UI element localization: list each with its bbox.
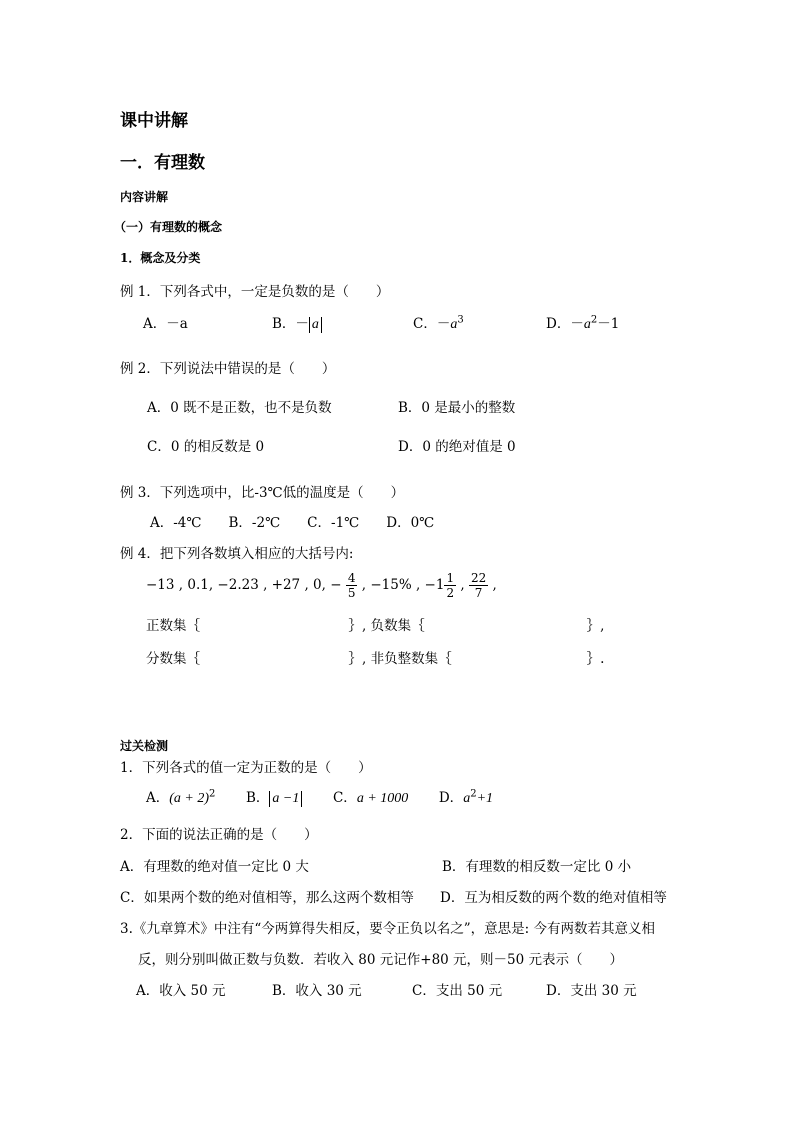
example-1-option-a: A．－a [143,316,188,332]
numbers-part-d: , [492,577,497,593]
quiz-1-option-a-expr: (a + 2) [169,791,210,806]
option-d-exponent: 2 [590,314,598,326]
example-2-option-d: D．0 的绝对值是 0 [398,439,516,455]
example-4-set-line-1: 正数集｛ ｝, 负数集｛ ｝, [146,618,605,634]
option-b-prefix: B．－ [272,316,309,332]
quiz-3-option-d: D．支出 30 元 [546,983,637,999]
subsection-heading: 内容讲解 [120,190,169,204]
example-3-options: A．-4℃ B．-2℃ C．-1℃ D．0℃ [150,515,435,531]
fraction-4-5-denominator: 5 [347,586,356,600]
page-title: 课中讲解 [120,111,188,131]
example-1-stem: 例 1．下列各式中，一定是负数的是（ ） [120,284,390,300]
abs-value-a: a [309,317,322,333]
quiz-1-option-d-prefix: D． [438,790,464,806]
quiz-1-option-b-abs: a −1 [269,791,302,807]
option-c-base: a [450,317,458,332]
numbers-part-c: , [460,577,465,593]
example-3-stem: 例 3．下列选项中，比-3℃低的温度是（ ） [120,485,405,501]
example-2-stem: 例 2．下列说法中错误的是（ ） [120,361,336,377]
quiz-1-option-d-suffix: +1 [476,791,494,806]
example-1-option-c [413,312,464,333]
quiz-1-option-a-prefix: A． [146,790,170,806]
option-c-prefix: C．－ [413,316,451,332]
quiz-2-option-d: D．互为相反数的两个数的绝对值相等 [440,890,667,906]
point-heading: 1．概念及分类 [120,251,201,265]
numbers-part-a: −13 , 0.1, −2.23 , +27 , 0, − [146,577,342,593]
example-4-set-line-2: 分数集｛ ｝, 非负整数集｛ ｝. [146,651,605,667]
quiz-3-option-c: C．支出 50 元 [412,983,503,999]
numbers-part-b: , −15% , −1 [361,577,445,593]
quiz-3-line-2: 反，则分别叫做正数与负数．若收入 80 元记作+80 元，则－50 元表示（ ） [138,952,624,968]
quiz-2-option-c: C．如果两个数的绝对值相等，那么这两个数相等 [120,890,414,906]
fraction-22-7-denominator: 7 [474,586,483,600]
quiz-heading: 过关检测 [120,739,169,753]
quiz-1-option-c-expr: a + 1000 [356,791,409,806]
quiz-1-options [146,786,493,807]
quiz-2-stem: 2．下面的说法正确的是（ ） [120,827,318,843]
fraction-4-5-numerator: 4 [347,571,356,585]
example-2-option-c: C．0 的相反数是 0 [147,439,265,455]
option-d-suffix: －1 [597,316,620,332]
fraction-4-5 [346,571,358,600]
quiz-1-option-b-prefix: B． [246,790,270,806]
example-2-option-b: B．0 是最小的整数 [398,400,516,416]
quiz-2-option-b: B．有理数的相反数一定比 0 小 [442,859,632,875]
fraction-1-2-numerator: 1 [446,571,455,585]
option-c-exponent: 3 [457,314,464,326]
quiz-1-option-d-base: a [463,791,471,806]
example-4-numbers [146,570,497,600]
quiz-3-option-b: B．收入 30 元 [272,983,362,999]
example-4-stem: 例 4．把下列各数填入相应的大括号内: [120,546,354,562]
quiz-1-stem: 1．下列各式的值一定为正数的是（ ） [120,760,372,776]
example-2-option-a: A．0 既不是正数，也不是负数 [147,400,332,416]
section-heading: 一．有理数 [120,153,205,173]
example-1-option-d [546,312,619,333]
quiz-3-line-1: 3.《九章算术》中注有“今两算得失相反，要令正负以名之”，意思是: 今有两数若其意义相 [120,921,656,937]
quiz-1-option-a-exponent: 2 [209,788,216,800]
quiz-2-option-a: A．有理数的绝对值一定比 0 大 [120,859,309,875]
option-d-prefix: D．－ [546,316,584,332]
fraction-1-2-denominator: 2 [446,586,455,600]
quiz-1-option-d-exponent: 2 [470,788,477,800]
example-1-option-b [272,312,322,333]
fraction-22-7 [469,571,488,600]
topic-heading: （一）有理数的概念 [114,220,223,234]
fraction-22-7-numerator: 22 [470,571,487,585]
quiz-3-option-a: A．收入 50 元 [136,983,226,999]
fraction-1-2 [444,571,456,600]
option-d-base: a [583,317,591,332]
quiz-1-option-c-prefix: C． [332,790,357,806]
